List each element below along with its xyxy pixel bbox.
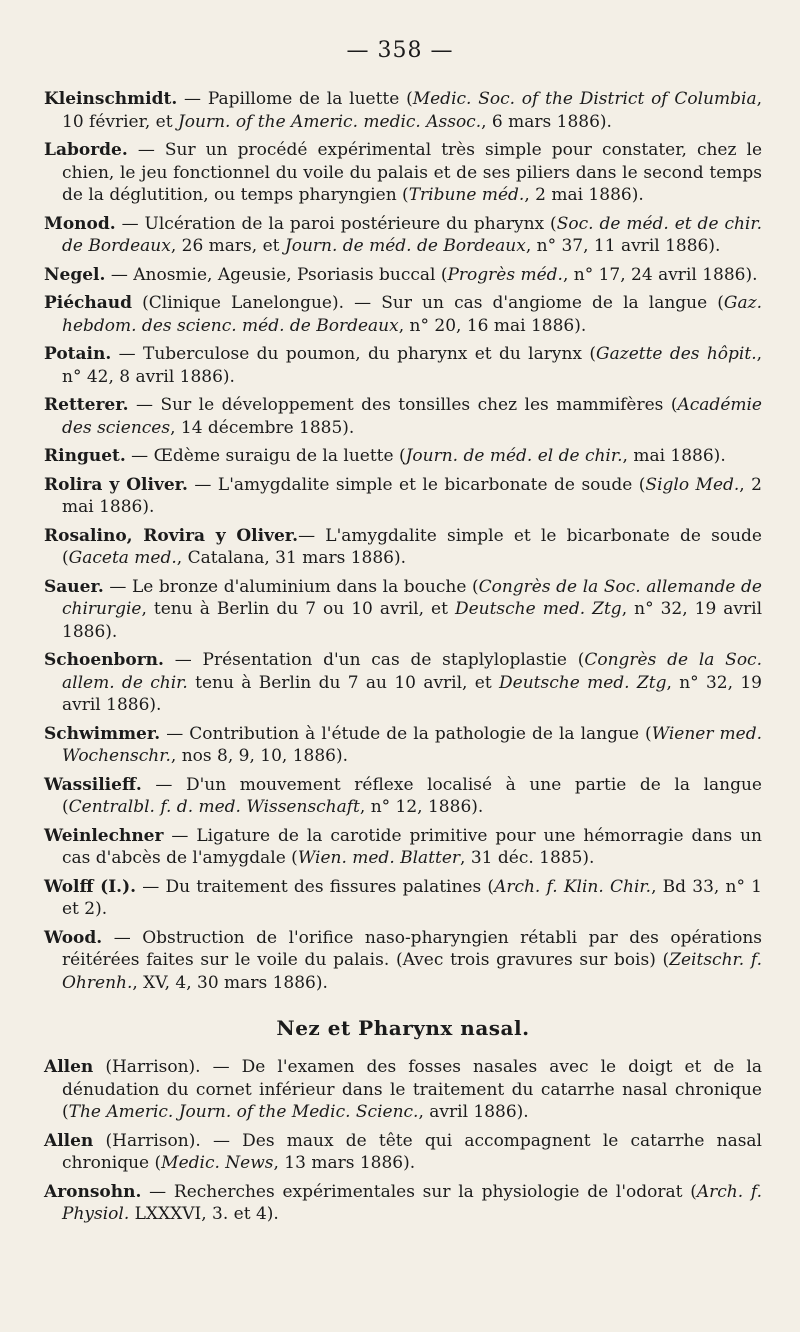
entry-text: (Harrison). — Des maux de tête qui accompagnent le catarrhe nasal chronique ( [62, 1130, 762, 1173]
entry-text: — Anosmie, Ageusie, Psoriasis buccal ( [105, 264, 448, 285]
entry-source: Congrès de la Soc. allemande de chirurgie [62, 576, 762, 619]
entry-text: , Catalana, 31 mars 1886). [176, 548, 407, 568]
entry-text: — Le bronze d'aluminium dans la bouche ( [103, 576, 479, 597]
entry-source: Journ. of the Americ. medic. Assoc. [177, 111, 482, 132]
entry-text: — Obstruction de l'orifice naso-pharyngien rétabli par des opérations réitérées faites sur le voile du palais. (Avec trois gravures sur bois) ( [62, 927, 762, 970]
entry-text: , 6 mars 1886). [481, 111, 612, 132]
entry-author: Weinlechner [44, 825, 164, 846]
entry-author: Sauer. [44, 576, 104, 597]
entry-text: , n° 42, 8 avril 1886). [62, 344, 762, 387]
bibliography-entry [44, 876, 762, 921]
entry-author: Wood. [44, 927, 103, 948]
entry-source: Congrès de la Soc. allem. de chir. [62, 650, 762, 693]
entry-text: , 31 déc. 1885). [460, 848, 595, 868]
entry-text: , tenu à Berlin du 7 ou 10 avril, et [141, 599, 455, 619]
entry-text: , 26 mars, et [170, 236, 285, 256]
entry-source: Journ. de méd. el de chir. [405, 446, 623, 466]
bibliography-entry [44, 1056, 762, 1124]
entry-source: Medic. Soc. of the District of Columbia [412, 89, 757, 109]
entry-source: Wien. med. Blatter [297, 848, 461, 868]
entry-author: Piéchaud [44, 293, 133, 313]
entry-author: Allen [44, 1130, 94, 1151]
bibliography-entry [44, 723, 762, 768]
entry-source: Gaceta med. [68, 548, 177, 568]
entry-text: (Harrison). — De l'examen des fosses nasales avec le doigt et de la dénudation du cornet inférieur dans le traitement du catarrhe nasal chronique ( [62, 1057, 762, 1122]
entry-text: , n° 20, 16 mai 1886). [398, 315, 587, 336]
entry-text: , 14 décembre 1885). [170, 417, 355, 438]
bibliography-entry [44, 394, 762, 439]
entry-text: , Bd 33, n° 1 et 2). [62, 876, 762, 919]
entry-source: Progrès méd. [447, 264, 563, 285]
entry-text: — Contribution à l'étude de la pathologie de la langue ( [160, 723, 652, 744]
entry-source: Gazette des hôpit. [596, 344, 757, 364]
entry-author: Laborde. [44, 140, 128, 160]
entry-text: (Clinique Lanelongue). — Sur un cas d'angiome de la langue ( [132, 293, 724, 313]
entry-text: tenu à Berlin du 7 au 10 avril, et [187, 672, 500, 693]
entry-text: — Recherches expérimentales sur la physiologie de l'odorat ( [141, 1181, 697, 1202]
entry-text: — Du traitement des fissures palatines ( [136, 876, 495, 897]
entry-text: , avril 1886). [418, 1102, 529, 1122]
entry-author: Monod. [44, 213, 116, 234]
bibliography-list [44, 88, 762, 1232]
entry-text: — L'amygdalite simple et le bicarbonate de soude ( [62, 525, 762, 568]
bibliography-entry [44, 825, 762, 870]
entry-text: , n° 17, 24 avril 1886). [562, 264, 758, 285]
entry-text: LXXXVI, 3. et 4). [129, 1204, 279, 1224]
entry-author: Rolira y Oliver. [44, 474, 188, 495]
bibliography-entry [44, 445, 762, 468]
entry-source: Tribune méd. [408, 185, 525, 205]
entry-source: Arch. f. Klin. Chir. [494, 876, 652, 897]
entry-source: Zeitschr. f. Ohrenh. [62, 950, 762, 993]
entry-author: Wassilieff. [44, 774, 142, 795]
bibliography-entry [44, 525, 762, 570]
page-number: — 358 — [346, 38, 454, 63]
entry-source: Arch. f. Physiol. [62, 1181, 763, 1224]
entry-text: , n° 32, 19 avril 1886). [62, 672, 762, 715]
bibliography-entry [44, 139, 762, 207]
entry-text: — Ligature de la carotide primitive pour une hémorragie dans un cas d'abcès de l'amygdale ( [62, 825, 762, 868]
bibliography-entry [44, 927, 762, 995]
entry-author: Allen [44, 1057, 94, 1077]
bibliography-entry [44, 213, 762, 258]
entry-text: , nos 8, 9, 10, 1886). [170, 746, 348, 766]
bibliography-entry [44, 1130, 762, 1175]
entry-text: , 2 mai 1886). [62, 474, 762, 517]
entry-text: — Tuberculose du poumon, du pharynx et du larynx ( [111, 344, 597, 364]
bibliography-entry [44, 576, 762, 644]
entry-source: Gaz. hebdom. des scienc. méd. de Bordeaux [62, 293, 762, 336]
bibliography-entry [44, 649, 762, 717]
entry-text: , n° 12, 1886). [359, 797, 484, 817]
entry-text: , 2 mai 1886). [524, 185, 644, 205]
entry-author: Kleinschmidt. [44, 89, 178, 109]
entry-text: — Présentation d'un cas de staplyloplastie ( [163, 650, 585, 670]
bibliography-entry [44, 1181, 762, 1226]
entry-source: Wiener med. Wochenschr. [62, 723, 763, 766]
entry-text: — Sur le développement des tonsilles chez les mammifères ( [128, 395, 678, 415]
entry-text: — Sur un procédé expérimental très simple pour constater, chez le chien, le jeu fonctionnel du voile du palais et de ses piliers dans le second temps de la déglutition, ou temps pharyngien ( [62, 140, 762, 205]
entry-author: Schoenborn. [44, 650, 164, 670]
bibliography-entry [44, 343, 762, 388]
entry-author: Schwimmer. [44, 723, 161, 744]
entry-text: , n° 37, 11 avril 1886). [525, 236, 721, 256]
entry-source: Medic. News [161, 1153, 274, 1173]
entry-source: Soc. de méd. et de chir. de Bordeaux [62, 213, 763, 256]
bibliography-entry [44, 264, 762, 287]
entry-source: Centralbl. f. d. med. Wissenschaft [68, 797, 360, 817]
entry-text: — Œdème suraigu de la luette ( [125, 446, 406, 466]
section-title: Nez et Pharynx nasal. [276, 1016, 530, 1040]
entry-source: Deutsche med. Ztg [499, 672, 667, 693]
entry-source: The Americ. Journ. of the Medic. Scienc. [68, 1102, 419, 1122]
entry-text: , mai 1886). [622, 446, 726, 466]
entry-text: — D'un mouvement réflexe localisé à une partie de la langue ( [62, 774, 762, 817]
entry-author: Potain. [44, 344, 112, 364]
entry-author: Ringuet. [44, 446, 126, 466]
entry-text: , XV, 4, 30 mars 1886). [132, 972, 328, 993]
bibliography-entry [44, 774, 762, 819]
entry-author: Negel. [44, 264, 106, 285]
bibliography-entry [44, 474, 762, 519]
entry-text: , 13 mars 1886). [273, 1153, 416, 1173]
entry-source: Siglo Med. [645, 474, 740, 495]
entry-text: , 10 février, et [62, 89, 762, 132]
pharynx-entries [44, 88, 762, 994]
bibliography-entry [44, 292, 762, 337]
entry-source: Deutsche med. Ztg [454, 599, 622, 619]
entry-author: Aronsohn. [44, 1181, 142, 1202]
entry-source: Journ. de méd. de Bordeaux [284, 236, 526, 256]
nose-entries [44, 1056, 762, 1226]
entry-author: Wolff (I.). [44, 876, 137, 897]
entry-text: , n° 32, 19 avril 1886). [62, 599, 763, 642]
entry-text: — Ulcération de la paroi postérieure du pharynx ( [115, 213, 557, 234]
entry-source: Académie des sciences [62, 395, 762, 438]
entry-text: — L'amygdalite simple et le bicarbonate de soude ( [187, 474, 646, 495]
bibliography-entry [44, 88, 762, 133]
entry-author: Rosalino, Rovira y Oliver. [44, 525, 299, 546]
entry-text: — Papillome de la luette ( [177, 89, 413, 109]
entry-author: Retterer. [44, 395, 129, 415]
